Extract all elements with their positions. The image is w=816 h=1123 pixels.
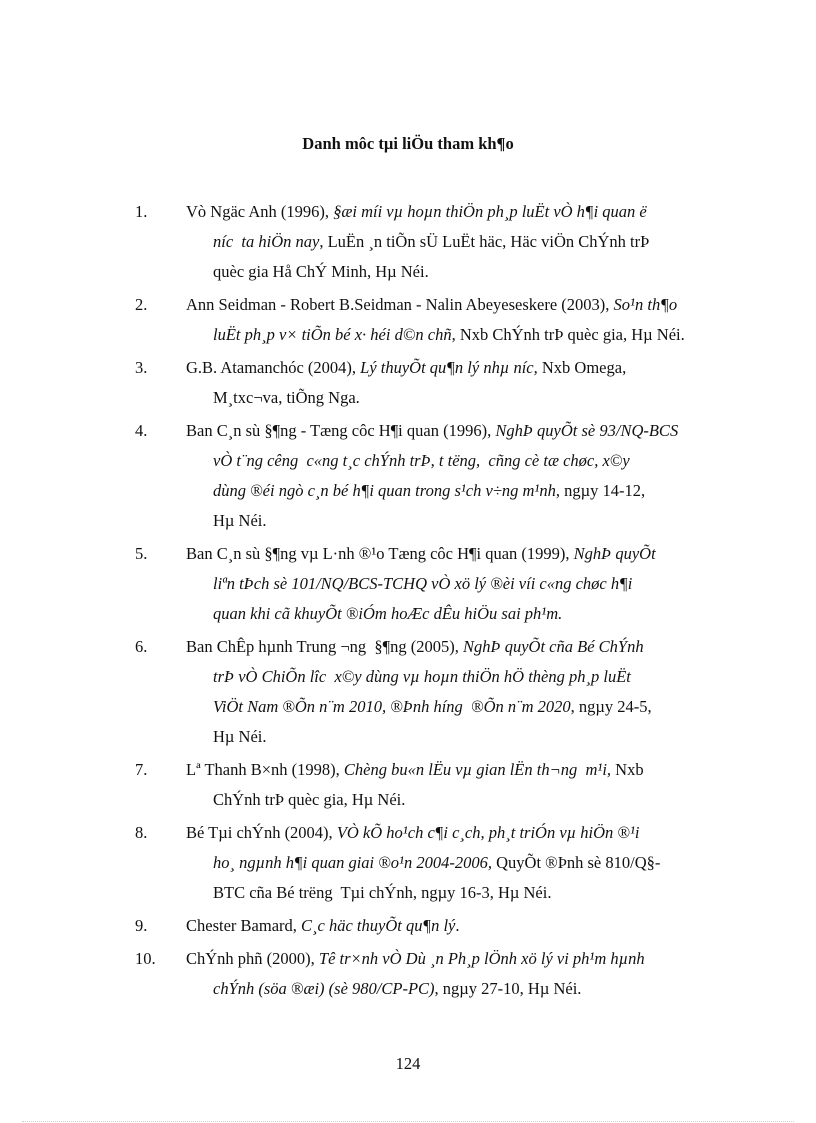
reference-line [186, 848, 740, 878]
reference-line [186, 632, 740, 662]
reference-line [186, 878, 740, 908]
reference-number: 1. [135, 202, 148, 221]
reference-segment: Chester Bamard, [186, 916, 302, 935]
reference-number: 5. [135, 544, 148, 563]
reference-number: 2. [135, 295, 148, 314]
reference-segment: quèc gia Hå ChÝ Minh, Hµ Néi. [213, 262, 429, 281]
page-title: Danh môc tµi liÖu tham kh¶o [302, 134, 514, 153]
reference-number: 10. [135, 949, 156, 968]
reference-italic-segment: liªn tÞch sè 101/NQ/BCS-TCHQ vÒ xö lý ®èi víi c«ng chøc h¶i [213, 574, 633, 593]
reference-italic-segment: NghÞ quyÕt sè 93/NQ-BCS [495, 421, 679, 440]
reference-italic-segment: NghÞ quyÕt cña Bé ChÝnh [463, 637, 644, 656]
reference-line [186, 818, 740, 848]
reference-line [186, 539, 740, 569]
reference-number: 3. [135, 358, 148, 377]
reference-number: 6. [135, 637, 148, 656]
reference-text [186, 416, 740, 536]
reference-line [186, 944, 740, 974]
reference-segment: G.B. Atamanchóc (2004), [186, 358, 361, 377]
page-number: 124 [395, 1054, 421, 1073]
reference-segment: ChÝnh phñ (2000), [186, 949, 319, 968]
reference-line [186, 785, 740, 815]
reference-segment: Hµ Néi. [213, 727, 267, 746]
reference-number: 8. [135, 823, 148, 842]
reference-item [0, 539, 816, 629]
reference-text [186, 539, 740, 629]
reference-text [186, 911, 740, 941]
reference-line [186, 599, 740, 629]
reference-item [0, 944, 816, 1004]
reference-text [186, 944, 740, 1004]
reference-segment: Lª Thanh B×nh (1998), [186, 760, 344, 779]
reference-line [186, 476, 740, 506]
reference-segment: ChÝnh trÞ quèc gia, Hµ Néi. [213, 790, 406, 809]
reference-segment: Ban ChÊp hµnh Trung ¬ng §¶ng (2005), [186, 637, 464, 656]
reference-number: 7. [135, 760, 148, 779]
reference-line [186, 662, 740, 692]
reference-item [0, 755, 816, 815]
reference-line [186, 755, 740, 785]
reference-segment: Bé Tµi chÝnh (2004), [186, 823, 337, 842]
page-bottom-divider [22, 1121, 794, 1122]
reference-text [186, 197, 740, 287]
reference-item [0, 911, 816, 941]
reference-line [186, 974, 740, 1004]
reference-line [186, 197, 740, 227]
reference-line [186, 722, 740, 752]
reference-number: 9. [135, 916, 148, 935]
reference-line [186, 353, 740, 383]
reference-segment: Ban C¸n sù §¶ng vµ L·nh ®¹o Tæng côc H¶i quan (1999), [186, 544, 574, 563]
reference-line [186, 320, 740, 350]
reference-segment: M¸txc¬va, tiÕng Nga. [213, 388, 360, 407]
reference-line [186, 569, 740, 599]
reference-segment: Vò Ngäc Anh (1996), [186, 202, 334, 221]
reference-segment: Ban C¸n sù §¶ng - Tæng côc H¶i quan (1996), [186, 421, 496, 440]
reference-italic-segment: Chèng bu«n lËu vµ gian lËn th¬ng m¹i, [343, 760, 612, 779]
reference-text [186, 755, 740, 815]
reference-item [0, 818, 816, 908]
reference-segment: QuyÕt ®Þnh sè 810/Q§- [492, 853, 661, 872]
reference-item [0, 416, 816, 536]
reference-text [186, 818, 740, 908]
reference-line [186, 227, 740, 257]
reference-segment: , LuËn ¸n tiÕn sÜ LuËt häc, Häc viÖn ChÝnh trÞ [319, 232, 650, 251]
reference-line [186, 290, 740, 320]
reference-italic-segment: luËt ph¸p v× tiÕn bé x· héi d©n chñ [213, 325, 452, 344]
reference-italic-segment: quan khi cã khuyÕt ®iÓm hoÆc dÊu hiÖu sai ph¹m. [213, 604, 563, 623]
reference-italic-segment: C¸c häc thuyÕt qu¶n lý [301, 916, 456, 935]
reference-line [186, 911, 740, 941]
reference-segment: Nxb Omega, [537, 358, 627, 377]
reference-italic-segment: §æi míi vµ hoµn thiÖn ph¸p luËt vÒ h¶i quan ë [333, 202, 647, 221]
reference-segment: , ngµy 27-10, Hµ Néi. [434, 979, 582, 998]
reference-italic-segment: níc ta hiÖn nay [213, 232, 320, 251]
reference-italic-segment: dùng ®éi ngò c¸n bé h¶i quan trong s¹ch v÷ng m¹nh [213, 481, 556, 500]
reference-italic-segment: ViÖt Nam ®Õn n¨m 2010, ®Þnh híng ®Õn n¨m 2020 [213, 697, 571, 716]
reference-number: 4. [135, 421, 148, 440]
reference-italic-segment: trÞ vÒ ChiÕn lîc x©y dùng vµ hoµn thiÖn hÖ thèng ph¸p luËt [213, 667, 631, 686]
reference-segment: Ann Seidman - Robert B.Seidman - Nalin Abeyeseskere (2003), [186, 295, 614, 314]
reference-italic-segment: VÒ kÕ ho¹ch c¶i c¸ch, ph¸t triÓn vµ hiÖn ®¹i [336, 823, 640, 842]
reference-item [0, 353, 816, 413]
reference-text [186, 353, 740, 413]
reference-segment: , ngµy 14-12, [555, 481, 646, 500]
reference-italic-segment: NghÞ quyÕt [573, 544, 656, 563]
reference-line [186, 257, 740, 287]
reference-item [0, 290, 816, 350]
reference-item [0, 197, 816, 287]
reference-text [186, 632, 740, 752]
reference-text [186, 290, 740, 350]
reference-italic-segment: Lý thuyÕt qu¶n lý nhµ níc, [360, 358, 538, 377]
reference-segment: . [455, 916, 460, 935]
reference-italic-segment: So¹n th¶o [613, 295, 678, 314]
reference-segment: Hµ Néi. [213, 511, 267, 530]
reference-list [0, 197, 816, 1007]
reference-segment: , Nxb ChÝnh trÞ quèc gia, Hµ Néi. [451, 325, 685, 344]
reference-line [186, 416, 740, 446]
reference-italic-segment: vÒ t¨ng cêng c«ng t¸c chÝnh trÞ, t tëng, cñng cè tæ chøc, x©y [213, 451, 630, 470]
reference-italic-segment: chÝnh (söa ®æi) (sè 980/CP-PC) [213, 979, 435, 998]
reference-italic-segment: ho¸ ngµnh h¶i quan giai ®o¹n 2004-2006, [213, 853, 492, 872]
reference-segment: Nxb [611, 760, 644, 779]
reference-item [0, 632, 816, 752]
reference-line [186, 506, 740, 536]
reference-line [186, 692, 740, 722]
reference-segment: BTC cña Bé trëng Tµi chÝnh, ngµy 16-3, Hµ Néi. [213, 883, 552, 902]
reference-line [186, 383, 740, 413]
reference-segment: , ngµy 24-5, [570, 697, 652, 716]
reference-italic-segment: Tê tr×nh vÒ Dù ¸n Ph¸p lÖnh xö lý vi ph¹m hµnh [318, 949, 645, 968]
reference-line [186, 446, 740, 476]
